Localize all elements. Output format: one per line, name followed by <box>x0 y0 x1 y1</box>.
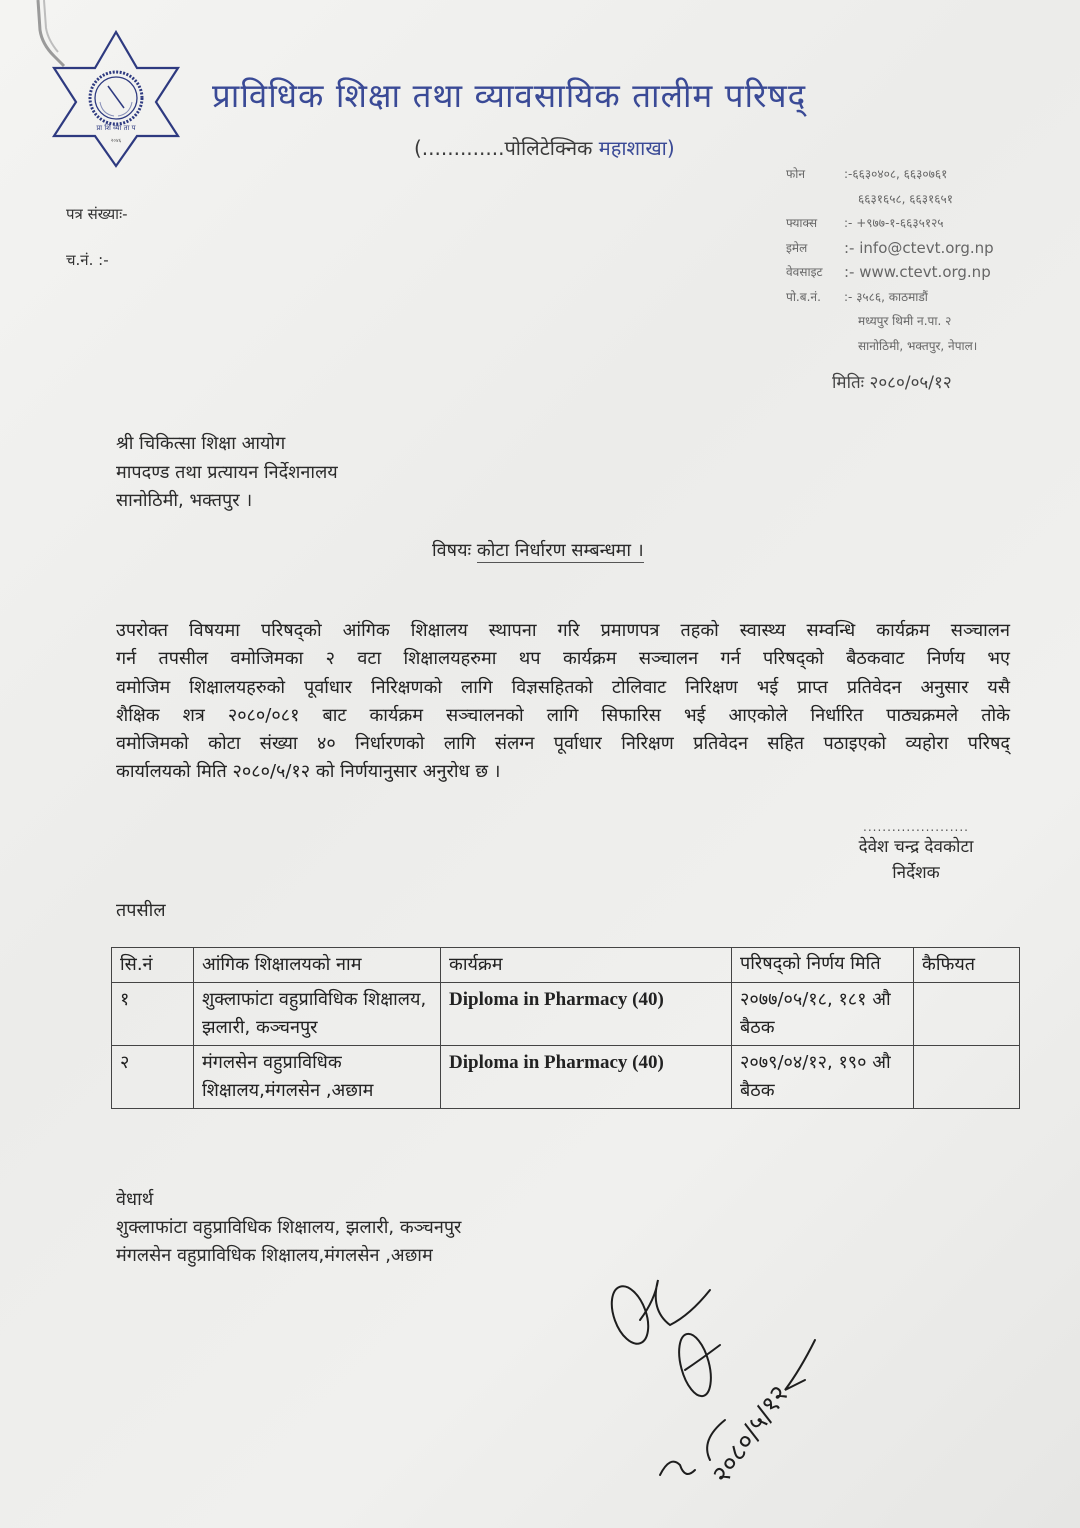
recipient-line1: श्री चिकित्सा शिक्षा आयोग <box>116 433 286 454</box>
schedule-title: तपसील <box>116 900 166 921</box>
body-line: वमोजिम शिक्षालयहरुको पूर्वाधार निरिक्षणको लागि विज्ञसहितको टोलिवाट निरिक्षण भई प्राप्त प्रतिवेदन अनुसार यसै <box>116 676 1010 698</box>
recipient-line2: मापदण्ड तथा प्रत्यायन निर्देशनालय <box>116 461 338 483</box>
cell-name: शुक्लाफांटा वहुप्राविधिक शिक्षालय, झलारी, कञ्चनपुर <box>194 983 441 1046</box>
organization-title: प्राविधिक शिक्षा तथा व्यावसायिक तालीम परिषद् <box>212 76 807 115</box>
table-header-row <box>112 948 1020 983</box>
body-line: गर्न तपसील वमोजिमका २ वटा शिक्षालयहरुमा थप कार्यक्रम सञ्चालन गर्न परिषद्को बैठकवाट निर्णय भए <box>116 648 1010 670</box>
body-line: कार्यालयको मिति २०८०/५/१२ को निर्णयानुसार अनुरोध छ । <box>116 761 501 783</box>
body-paragraph <box>116 617 1010 787</box>
website-value: :- www.ctevt.org.np <box>844 263 991 281</box>
col-header-remarks: कैफियत <box>914 948 1020 983</box>
logo-text: प्रा शि व्या ता प <box>96 124 136 132</box>
signature-block <box>816 820 1016 886</box>
contact-block <box>786 162 994 358</box>
dispatch-number-label: च.नं. :- <box>66 251 109 269</box>
fax-value: :- +९७७-१-६६३५१२५ <box>844 216 944 230</box>
letter-number-label: पत्र संख्याः- <box>66 205 128 223</box>
cc-item: मंगलसेन वहुप्राविधिक शिक्षालय,मंगलसेन ,अछाम <box>116 1245 433 1266</box>
email-label: इमेल <box>786 240 808 255</box>
cell-remarks <box>914 983 1020 1046</box>
division-subtitle <box>414 134 675 161</box>
cell-name: मंगलसेन वहुप्राविधिक शिक्षालय,मंगलसेन ,अछाम <box>194 1046 441 1109</box>
signature-dots: ...................... <box>863 820 969 834</box>
table-row <box>112 1046 1020 1109</box>
subject-line <box>432 538 644 562</box>
cell-sn: २ <box>112 1046 194 1109</box>
cell-remarks <box>914 1046 1020 1109</box>
col-header-program: कार्यक्रम <box>441 948 732 983</box>
pobox-label: पो.ब.नं. <box>786 289 821 304</box>
handwritten-date: २०८०/५/१२ <box>706 1379 796 1490</box>
cell-sn: १ <box>112 983 194 1046</box>
col-header-sn: सि.नं <box>112 948 194 983</box>
letter-date: मितिः २०८०/०५/१२ <box>832 373 952 393</box>
email-value: :- info@ctevt.org.np <box>844 238 994 257</box>
ctevt-logo <box>50 28 182 168</box>
address-line2: सानोठिमी, भक्तपुर, नेपाल। <box>858 338 978 353</box>
cc-title: वेधार्थ <box>116 1189 154 1210</box>
body-line: उपरोक्त विषयमा परिषद्को आंगिक शिक्षालय स्थापना गरि प्रमाणपत्र तहको स्वास्थ्य सम्वन्धि कार्यक्रम सञ्चालन <box>116 620 1010 641</box>
phone-line2: ६६३१६५८, ६६३१६५१ <box>858 191 953 206</box>
cell-program: Diploma in Pharmacy (40) <box>441 1046 732 1109</box>
cc-item: शुक्लाफांटा वहुप्राविधिक शिक्षालय, झलारी, कञ्चनपुर <box>116 1217 462 1238</box>
fax-label: फ्याक्स <box>786 216 818 230</box>
address-line1: मध्यपुर थिमी न.पा. २ <box>858 314 952 328</box>
table-row <box>112 983 1020 1046</box>
signatory-name: देवेश चन्द्र देवकोटा <box>858 837 974 857</box>
handwritten-signature <box>600 1270 860 1500</box>
body-line: शैक्षिक शत्र २०८०/०८१ बाट कार्यक्रम सञ्चालनको लागि सिफारिस भई आएकोले निर्धारित पाठ्यक्रमले तोके <box>116 704 1010 726</box>
col-header-name: आंगिक शिक्षालयको नाम <box>194 948 441 983</box>
cell-decision: २०७७/०५/१८, १८१ औ बैठक <box>732 983 914 1046</box>
recipient-block <box>116 430 338 516</box>
svg-text:२०४६: २०४६ <box>110 138 122 144</box>
phone-label: फोन <box>786 167 806 181</box>
subject-label: विषयः <box>432 540 472 561</box>
cc-block <box>116 1186 461 1270</box>
cell-program: Diploma in Pharmacy (40) <box>441 983 732 1046</box>
website-label: वेवसाइट <box>786 265 823 279</box>
col-header-decision: परिषद्को निर्णय मिति <box>732 948 914 983</box>
recipient-line3: सानोठिमी, भक्तपुर । <box>116 490 253 511</box>
schedule-table <box>111 947 1020 1109</box>
cell-decision: २०७९/०४/१२, १९० औ बैठक <box>732 1046 914 1109</box>
subject-text: कोटा निर्धारण सम्बन्धमा । <box>476 540 644 561</box>
division-suffix: महाशाखा) <box>598 136 675 160</box>
division-prefix: (.............पोलिटेक्निक <box>414 136 593 160</box>
phone-line1: :-६६३०४०८, ६६३०७६१ <box>844 167 948 181</box>
signatory-designation: निर्देशक <box>892 863 940 883</box>
body-line: वमोजिमको कोटा संख्या ४० निर्धारणको लागि संलग्न पूर्वाधार निरिक्षण प्रतिवेदन सहित पठाइएको व्यहोरा परिषद् <box>116 733 1010 755</box>
pobox-value: :- ३५८६, काठमाडौं <box>844 289 928 304</box>
